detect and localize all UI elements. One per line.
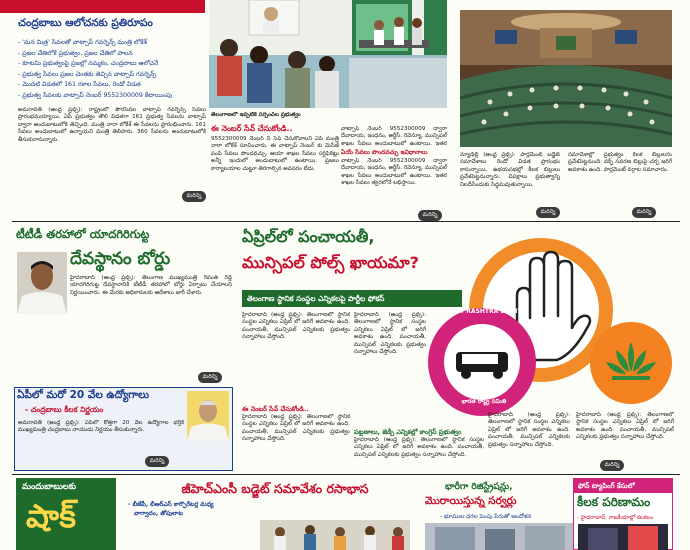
bullet-2: - ప్రజల చేతిలోకే ప్రభుత్వం, ప్రజల చేతిలో పాలన: [18, 49, 133, 57]
assembly-body-left: న్యూఢిల్లీ (ఆంధ్ర ప్రభ్స్): పార్లమెంట్ బడ్జెట్ సమావేశాలు రెండో విడత ప్రారంభం కానున్నాయి. ఉభయసభల్లో కీలక బిల్లులు ప్రవేశపెట్టనున్నారు. విపక్షాలు ప్రభుత్వాన్ని నిలదీసేందుకు సిద్ధమవుతున్నాయి.: [460, 152, 560, 188]
more-button-1[interactable]: మరిన్ని: [182, 191, 206, 202]
event-photo-caption: తెలంగాణలో ఇప్పటికే సర్పంచ్‌ల ప్రభుత్వం: [211, 112, 301, 118]
phone-tapping-sub: - హైదరాబాద్, రాజకీయాల్లో కలకలం: [577, 515, 654, 521]
ap-jobs-body: అమరావతి (ఆంధ్ర ప్రభ్స్): ఏపీలో కొత్తగా 20 వేల ఉద్యోగాల భర్తీకి ముఖ్యమంత్రి చంద్రబాబు నాయుడు నిర్ణయం తీసుకున్నారు.: [18, 420, 184, 434]
bullet-6: - ప్రభుత్వ సేవలకు వాట్సాప్ నెంబర్ 9552300009 కేటాయింపు: [18, 91, 173, 99]
ttd-body: హైదరాబాద్ (ఆంధ్ర ప్రభ్స్): తెలంగాణ ముఖ్యమంత్రి రేవంత్ రెడ్డి యాదగిరిగుట్ట దేవస్థానానికి టీటీడీ తరహాలో బోర్డు ఏర్పాటు చేయాలని నిర్ణయించారు. ఈ మేరకు అధికారులకు ఆదేశాలు జారీ చేశారు.: [70, 275, 232, 296]
more-button-5[interactable]: మరిన్ని: [198, 372, 222, 383]
assembly-photo: [460, 10, 672, 147]
mid-top-body2: వాట్సాప్ నెంబర్ 9552300009 ద్వారా దేవాదాయ, ఇంధనం, ఆర్టీసీ, రెవెన్యూ, మున్సిపల్ శాఖల సేవలు అందుబాటులో ఉంటాయి. ఇతర శాఖల సేవలు త్వరలోనే లభిస్తాయి.: [341, 158, 447, 187]
bullet-4: - ప్రభుత్వ సేవలు ప్రజల చెంతకు తెచ్చిన వాట్సాప్ గవర్నెన్స్: [18, 70, 157, 78]
polls-body-col2: హైదరాబాద్ (ఆంధ్ర ప్రభ్స్): తెలంగాణలో స్థానిక సంస్థల ఎన్నికలు ఏప్రిల్ లో జరిగే అవకాశం ఉంది. పంచాయతీ, మున్సిపల్ ఎన్నికలకు ప్రభుత్వం సన్నాహాలు చేస్తోంది.: [354, 312, 426, 356]
mid-top-body-right: వాట్సాప్ నెంబర్ 9552300009 ద్వారా దేవాదాయ, ఇంధనం, ఆర్టీసీ, రెవెన్యూ, మున్సిపల్ శాఖల సేవలు అందుబాటులో ఉంటాయి. ఇతర: [341, 126, 447, 146]
mid-top-caption: ఈ నెంబర్ సేవ్ చేసుకోండి..: [211, 124, 293, 133]
chandrababu-photo: [187, 391, 229, 441]
polls-subhead-3: పట్టణాలు, జెడ్పీ ఎన్నికల్లో కాంగ్రెస్ ప్రభుత్వం: [354, 428, 462, 436]
assembly-body-right: సమావేశాల్లో ప్రభుత్వం కీలక బిల్లులను ప్రవేశపెట్టనుంది. వక్ఫ్ సవరణ బిల్లుపై చర్చ జరిగే అవకాశం ఉంది. పార్లమెంట్ వర్గాల సమాచారం.: [568, 152, 672, 173]
ghmc-photo: [260, 520, 410, 550]
mid-top-subhead: ఏయే సేవలు పొందవచ్చు ఇవిధానాలు: [341, 149, 428, 156]
polls-body-col1b: హైదరాబాద్ (ఆంధ్ర ప్రభ్స్): తెలంగాణలో స్థానిక సంస్థల ఎన్నికలు ఏప్రిల్ లో జరిగే అవకాశం ఉంది. పంచాయతీ, మున్సిపల్ ఎన్నికలకు ప్రభుత్వం సన్నాహాలు చేస్తోంది.: [242, 414, 350, 443]
polls-body-col2b: హైదరాబాద్ (ఆంధ్ర ప్రభ్స్): తెలంగాణలో స్థానిక సంస్థల ఎన్నికలు ఏప్రిల్ లో జరిగే అవకాశం ఉంది. పంచాయతీ, మున్సిపల్ ఎన్నికలకు ప్రభుత్వం సన్నాహాలు చేస్తోంది.: [354, 437, 484, 458]
ap-jobs-subheading: - చంద్రబాబు కీలక నిర్ణయం: [25, 405, 104, 414]
polls-subheading: తెలంగాణ స్థానిక సంస్థల ఎన్నికలపై పార్టీల ఫోకస్: [247, 294, 385, 303]
polls-heading-line2: మున్సిపల్ పోల్స్ ఖాయమా?: [242, 253, 419, 272]
ghmc-bullet-1: - బీజేపీ, బీఆర్ఎస్ కార్పొరేటర్ల మధ్య: [128, 501, 214, 508]
revanth-photo: [17, 252, 67, 314]
liquor-head: షాక్: [26, 497, 76, 535]
more-button-3[interactable]: మరిన్ని: [536, 207, 560, 218]
phone-tapping-head: కీలక పరిణామం: [577, 495, 651, 509]
top-left-heading: చంద్రబాబు ఆలోచనకు ప్రతిరూపం: [18, 17, 153, 29]
bullet-5: - మొదటి విడతలో 161 రకాల సేవలు, రెండో విడత: [18, 81, 141, 89]
ap-jobs-heading: ఏపీలో మరో 20 వేల ఉద్యోగాలు: [17, 389, 150, 401]
section-divider: [12, 221, 680, 222]
bottom-divider: [12, 474, 680, 475]
mid-top-body: 9552300009 నెంబర్ ని సేవ్ చేసుకోవాలని ఏపీ మంత్రి నారా లోకేశ్ సూచించారు. ఈ వాట్సాప్ నెంబర్ కు మెసేజ్ పంపి సేవలు పొందవచ్చు. ఆయా శాఖల సేవలు సర్టిఫికెట్లు అన్నీ ఇందులో అందుబాటులో ఉంటాయి. ప్రజలు కార్యాలయాల చుట్టూ తిరగాల్సిన అవసరం లేదు.: [211, 136, 339, 172]
polls-body-right-b: హైదరాబాద్ (ఆంధ్ర ప్రభ్స్): తెలంగాణలో స్థానిక సంస్థల ఎన్నికలు ఏప్రిల్ లో జరిగే అవకాశం ఉంది. పంచాయతీ, మున్సిపల్ ఎన్నికలకు ప్రభుత్వం సన్నాహాలు చేస్తోంది.: [576, 412, 674, 441]
phone-tapping-photo: [578, 524, 668, 550]
registration-photo: [425, 523, 573, 550]
bjp-logo: [588, 320, 674, 406]
brs-text: BHARAT RASHTRA SAMITHI: [437, 308, 529, 315]
registration-sub: - భూముల ధరల పెంపు పేరుతో ఆందోళన: [440, 514, 532, 520]
polls-subhead-2: ఈ నెంబర్ సేవ్ చేసుకోండి..: [242, 405, 309, 413]
top-left-bullets: [18, 38, 206, 102]
more-button-2[interactable]: మరిన్ని: [418, 210, 442, 221]
bullet-1: - 'మన మిత్ర' సేవలతో వాట్సాప్ గవర్నెన్స్ మంత్రి లోకేశ్: [18, 39, 147, 46]
ghmc-heading: జీహెచ్ఎంసీ బడ్జెట్ సమావేశం రసాభాస: [181, 481, 369, 496]
registration-kicker: భారీగా రిజిస్ట్రేషన్లు,: [445, 482, 513, 492]
ttd-heading: టీటీడీ తరహాలో యాదగిరిగుట్ట: [16, 227, 150, 241]
ghmc-bullet-2: వాగ్వాదం, తోపులాట: [134, 510, 183, 517]
brs-telugu: భారత రాష్ట్ర సమితి: [461, 399, 507, 405]
more-button-6[interactable]: మరిన్ని: [145, 456, 169, 467]
top-left-body: అమరావతి (ఆంధ్ర ప్రభ్స్): రాష్ట్రంలో పౌరసేవల వాట్సాప్ గవర్నెన్స్ సేవలు ప్రారంభమయ్యాయి. ఏపీ ప్రభుత్వం తొలి విడతగా 161 ప్రభుత్వ సేవలను వాట్సాప్ ద్వారా అందుబాటులోకి తెచ్చింది. మంత్రి నారా లోకేశ్ ఈ సేవలను ప్రారంభించారు. 161 సేవలు అందుబాటులో ఉన్నాయని మంత్రి తెలిపారు. 360 సేవలను అందుబాటులోకి తీసుకురానున్నారు.: [18, 107, 206, 143]
polls-body-right-a: హైదరాబాద్ (ఆంధ్ర ప్రభ్స్): తెలంగాణలో స్థానిక సంస్థల ఎన్నికలు ఏప్రిల్ లో జరిగే అవకాశం ఉంది. పంచాయతీ, మున్సిపల్ ఎన్నికలకు ప్రభుత్వం సన్నాహాలు చేస్తోంది.: [488, 412, 570, 448]
more-button-7[interactable]: మరిన్ని: [600, 460, 624, 471]
masthead-strip: [0, 0, 205, 13]
event-photo: [209, 0, 447, 108]
bullet-3: - కూటమి ప్రభుత్వంపై ప్రజల్లో నమ్మకం, చంద్రబాబు ఆలోచనే: [18, 60, 159, 68]
registration-head: మొరాయిస్తున్న సర్వర్లు: [425, 495, 517, 507]
polls-heading-line1: ఏప్రిల్‌లో పంచాయతీ,: [242, 227, 375, 246]
polls-body-col1: హైదరాబాద్ (ఆంధ్ర ప్రభ్స్): తెలంగాణలో స్థానిక సంస్థల ఎన్నికలు ఏప్రిల్ లో జరిగే అవకాశం ఉంది. పంచాయతీ, మున్సిపల్ ఎన్నికలకు ప్రభుత్వం సన్నాహాలు చేస్తోంది.: [242, 312, 350, 341]
ttd-subheading: దేవస్థానం బోర్డు: [70, 249, 171, 269]
phone-tapping-kicker: ఫోన్ ట్యాపింగ్ కేసులో: [578, 482, 635, 490]
more-button-4[interactable]: మరిన్ని: [632, 207, 656, 218]
liquor-kicker: మందుబాబులకు: [22, 482, 77, 492]
